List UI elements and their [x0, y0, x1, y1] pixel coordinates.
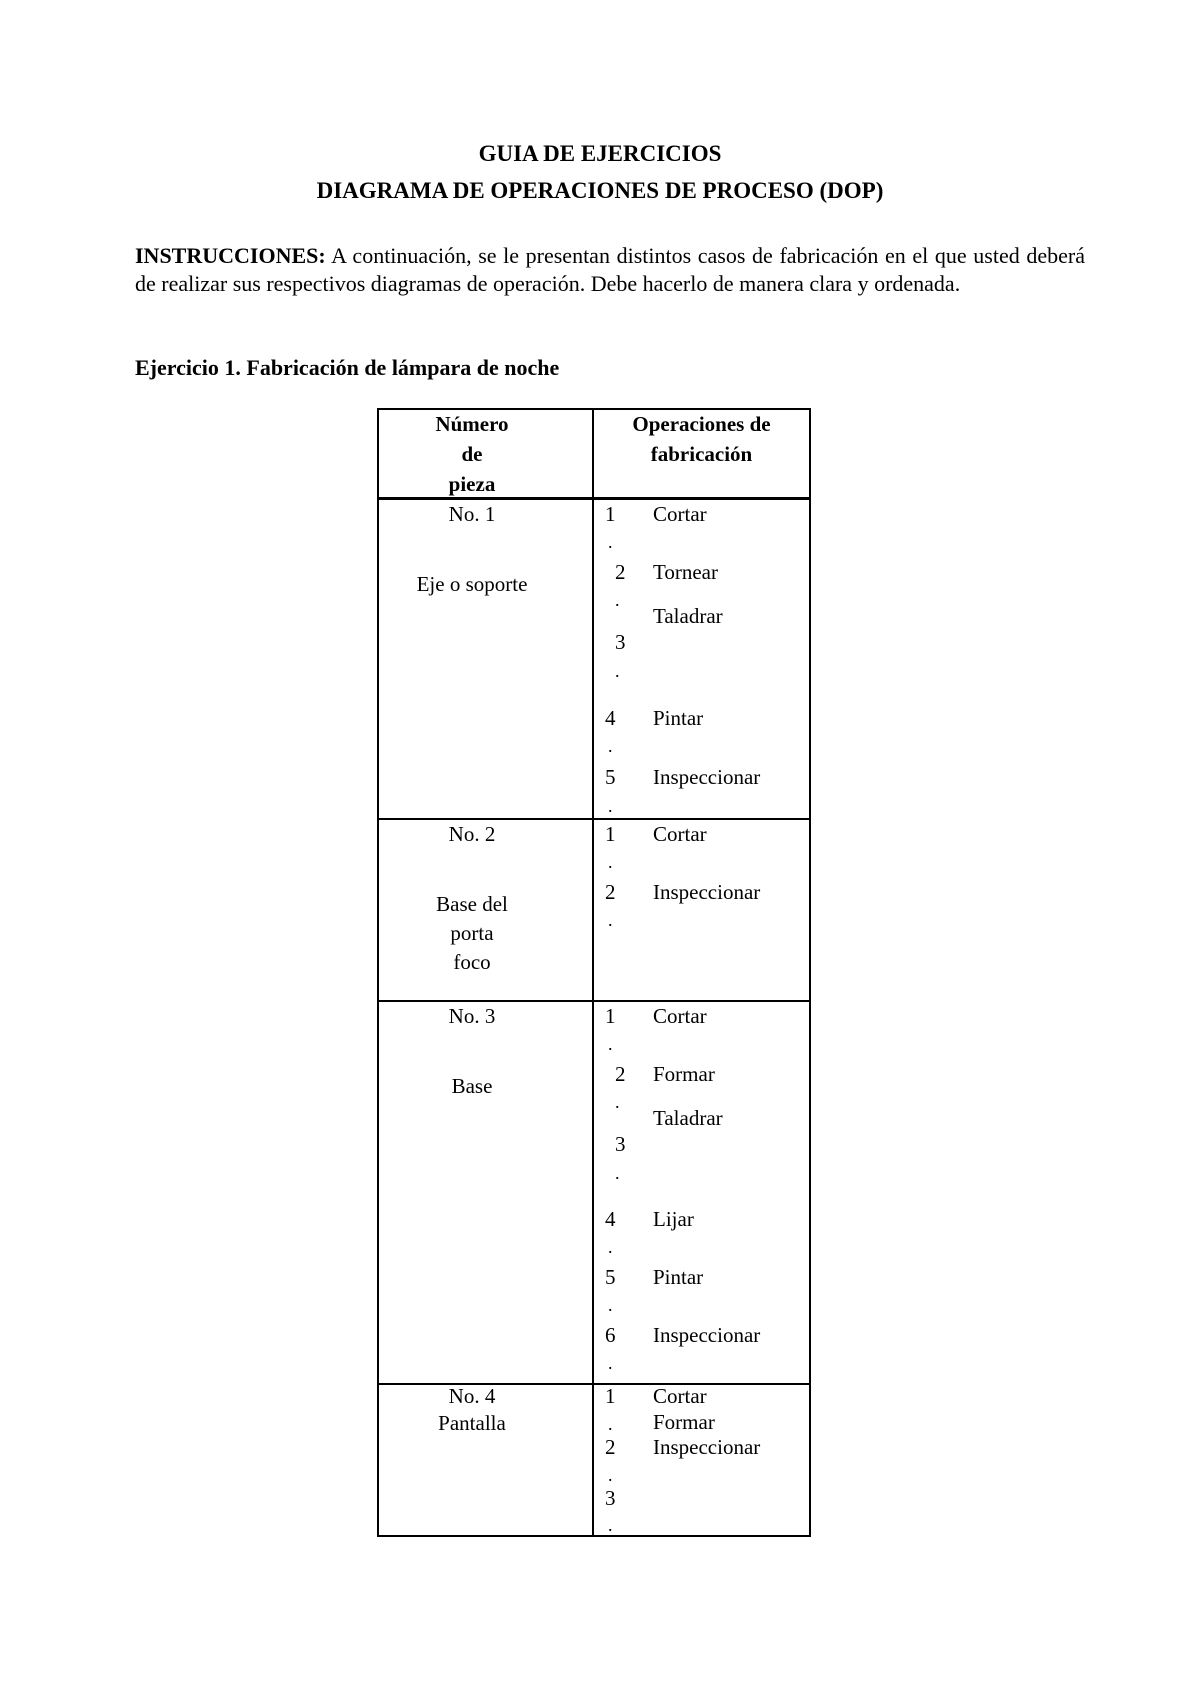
operation-label: Inspeccionar	[653, 1435, 761, 1459]
piece-name: foco	[453, 950, 491, 974]
step-number: 1	[605, 1384, 616, 1408]
piece-name: porta	[450, 921, 494, 945]
step-dot: .	[608, 910, 613, 930]
operation-label: Tornear	[653, 560, 718, 584]
step-number: 2	[605, 1435, 616, 1459]
step-dot: .	[615, 590, 620, 610]
header-piece-number-line: Número	[435, 412, 509, 436]
step-number: 2	[615, 560, 626, 584]
document-title: GUIA DE EJERCICIOS	[478, 141, 722, 166]
operation-label: Cortar	[653, 1384, 707, 1408]
step-number: 4	[605, 1207, 616, 1231]
piece-number: No. 1	[448, 502, 496, 526]
step-dot: .	[608, 1353, 613, 1373]
document-subtitle: DIAGRAMA DE OPERACIONES DE PROCESO (DOP)	[316, 178, 884, 203]
step-number: 3	[605, 1486, 616, 1510]
header-piece-number-line: de	[461, 442, 483, 466]
step-dot: .	[608, 1465, 613, 1485]
step-dot: .	[608, 736, 613, 756]
instructions-paragraph	[135, 242, 1085, 298]
step-dot: .	[608, 1295, 613, 1315]
step-dot: .	[608, 1237, 613, 1257]
exercise-title: Ejercicio 1. Fabricación de lámpara de noche	[135, 355, 560, 380]
operation-label: Pintar	[653, 1265, 704, 1289]
table-border-bottom	[377, 1535, 811, 1537]
piece-number: No. 3	[448, 1004, 496, 1028]
operation-label: Taladrar	[653, 604, 723, 628]
step-number: 1	[605, 822, 616, 846]
operation-label: Lijar	[653, 1207, 694, 1231]
operation-label: Taladrar	[653, 1106, 723, 1130]
step-dot: .	[608, 1034, 613, 1054]
operation-label: Inspeccionar	[653, 765, 761, 789]
table-border-left	[377, 408, 379, 1537]
step-number: 5	[605, 1265, 616, 1289]
step-dot: .	[608, 852, 613, 872]
step-number: 6	[605, 1323, 616, 1347]
step-number: 1	[605, 502, 616, 526]
piece-name: Base del	[436, 892, 508, 916]
step-number: 2	[615, 1062, 626, 1086]
instructions-text: A continuación, se le presentan distintos casos de fabricación en el que usted deberá de realizar sus respectivos diagramas de operación. Debe hacerlo de manera clara y ordenada.	[135, 243, 1085, 296]
operation-label: Cortar	[653, 502, 707, 526]
operation-label: Formar	[653, 1062, 715, 1086]
instructions-label: INSTRUCCIONES:	[135, 243, 326, 268]
operation-label: Inspeccionar	[653, 880, 761, 904]
step-number: 5	[605, 765, 616, 789]
step-dot: .	[608, 1414, 613, 1434]
step-number: 2	[605, 880, 616, 904]
header-piece-number-line: pieza	[448, 472, 496, 496]
step-dot: .	[608, 1515, 613, 1535]
step-dot: .	[615, 1163, 620, 1183]
header-operations-line: Operaciones de	[632, 412, 771, 436]
step-number: 3	[615, 1132, 626, 1156]
piece-name: Pantalla	[438, 1411, 506, 1435]
pieces-table	[377, 408, 811, 1537]
step-number: 3	[615, 630, 626, 654]
step-dot: .	[615, 1092, 620, 1112]
operation-label: Inspeccionar	[653, 1323, 761, 1347]
table-border-right	[809, 408, 811, 1537]
header-operations-line: fabricación	[650, 442, 753, 466]
step-dot: .	[608, 796, 613, 816]
operation-label: Cortar	[653, 822, 707, 846]
operation-label: Cortar	[653, 1004, 707, 1028]
step-number: 1	[605, 1004, 616, 1028]
piece-name: Base	[451, 1074, 493, 1098]
operation-label: Formar	[653, 1410, 715, 1434]
step-number: 4	[605, 706, 616, 730]
piece-number: No. 4	[448, 1384, 496, 1408]
table-column-divider	[592, 408, 594, 1537]
operation-label: Pintar	[653, 706, 704, 730]
step-dot: .	[608, 532, 613, 552]
step-dot: .	[615, 661, 620, 681]
piece-number: No. 2	[448, 822, 496, 846]
piece-name: Eje o soporte	[416, 572, 528, 596]
